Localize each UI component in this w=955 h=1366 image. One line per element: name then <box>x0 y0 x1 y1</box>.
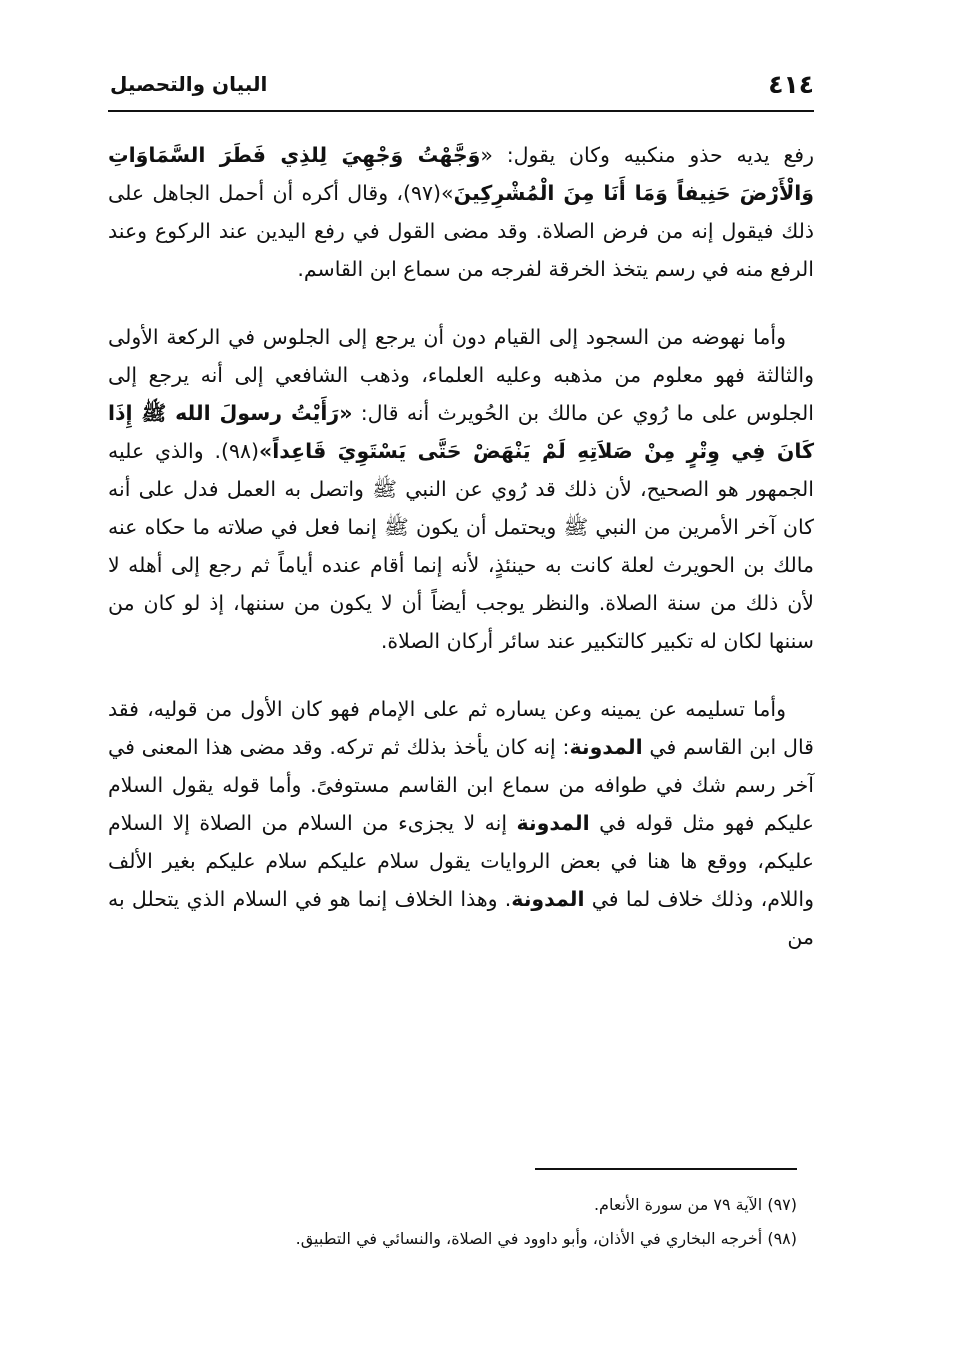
paragraph-1-text-2: » <box>441 181 454 205</box>
page-number: ٤١٤ <box>768 70 814 99</box>
footnote-divider <box>535 1168 797 1170</box>
paragraph-3 <box>108 690 814 956</box>
paragraph-2 <box>108 318 814 660</box>
footnote-ref-97: (٩٧) <box>403 181 442 205</box>
footnotes <box>108 1188 797 1256</box>
paragraph-3-text-4: . وهذا الخلاف إنما هو في السلام الذي يتحلل به من <box>108 887 814 949</box>
book-title-mudawwana-3: المدونة <box>511 887 585 911</box>
paragraph-1-text-1: رفع يديه حذو منكبيه وكان يقول: « <box>480 143 814 167</box>
paragraph-3-text-2: : إنه كان يأخذ بذلك ثم تركه. وقد مضى هذا المعنى في آخر رسم شك في طوافه من سماع ابن القاسم مستوفىً. وأما قوله يقول السلام عليكم فهو مثل قوله في <box>108 735 814 835</box>
hadith-quote: «رَأَيْتُ رسولَ الله ﷺ إِذَا كَانَ فِي وِتْرٍ مِنْ صَلاَتِهِ لَمْ يَنْهَضْ حَتَّى يَسْتَوِيَ قَاعِداً» <box>108 401 814 463</box>
footnote-98: (٩٨) أخرجه البخاري في الأذان، وأبو داوود في الصلاة، والنسائي في التطبيق. <box>295 1229 797 1248</box>
paragraph-1-text-3: ، وقال أكره أن أحمل الجاهل على ذلك فيقول إنه من فرض الصلاة. وقد مضى القول في رفع اليدين عند الركوع وعند الرفع منه في رسم يتخذ الخرقة لفرجه من سماع ابن القاسم. <box>108 181 814 281</box>
paragraph-1 <box>108 136 814 288</box>
header-divider <box>108 110 814 112</box>
paragraph-3-text-3: إنه لا يجزىء من السلام من الصلاة إلا السلام عليكم، ووقع ها هنا في بعض الروايات يقول سلام عليكم سلام عليكم بغير الألف واللام، وذلك خلاف لما في <box>108 811 814 911</box>
footnote-97: (٩٧) الآية ٧٩ من سورة الأنعام. <box>593 1195 797 1214</box>
paragraph-3-text-1: وأما تسليمه عن يمينه وعن يساره ثم على الإمام فهو كان الأول من قوليه، فقد قال ابن القاسم في <box>108 697 814 759</box>
quran-verse: وَجَّهْتُ وَجْهِيَ لِلذِي فَطَرَ السَّمَاوَاتِ وَالْأَرْضَ حَنِيفاً وَمَا أَنَا مِنَ الْمُشْرِكِينَ <box>108 143 814 205</box>
body-text <box>108 136 814 986</box>
book-title-mudawwana-2: المدونة <box>516 811 590 835</box>
book-title-mudawwana-1: المدونة <box>569 735 643 759</box>
paragraph-2-text-1: وأما نهوضه من السجود إلى القيام دون أن يرجع إلى الجلوس في الركعة الأولى والثالثة فهو معلوم من مذهبه وعليه العلماء، وذهب الشافعي إلى أنه يرجع إلى الجلوس على ما رُوي عن مالك بن الحُويرث أنه قال: <box>108 325 814 425</box>
footnote-ref-98: (٩٨) <box>220 439 260 463</box>
running-title: البيان والتحصيل <box>110 72 268 96</box>
paragraph-2-text-2: . والذي عليه الجمهور هو الصحيح، لأن ذلك قد رُوي عن النبي ﷺ واتصل به العمل فدل على أنه كان آخر الأمرين من النبي ﷺ ويحتمل أن يكون ﷺ إنما فعل في صلاته ما حكاه عنه مالك بن الحويرث لعلة كانت به حينئذٍ، لأنه إنما أقام عنده أياماً ثم رجع إلى أهله لا لأن ذلك من سنة الصلاة. والنظر يوجب أيضاً أن لا يكون من سننها، إذ لو كان من سننها لكان له تكبير كالتكبير عند سائر أركان الصلاة. <box>108 439 814 653</box>
page-header <box>108 62 814 106</box>
